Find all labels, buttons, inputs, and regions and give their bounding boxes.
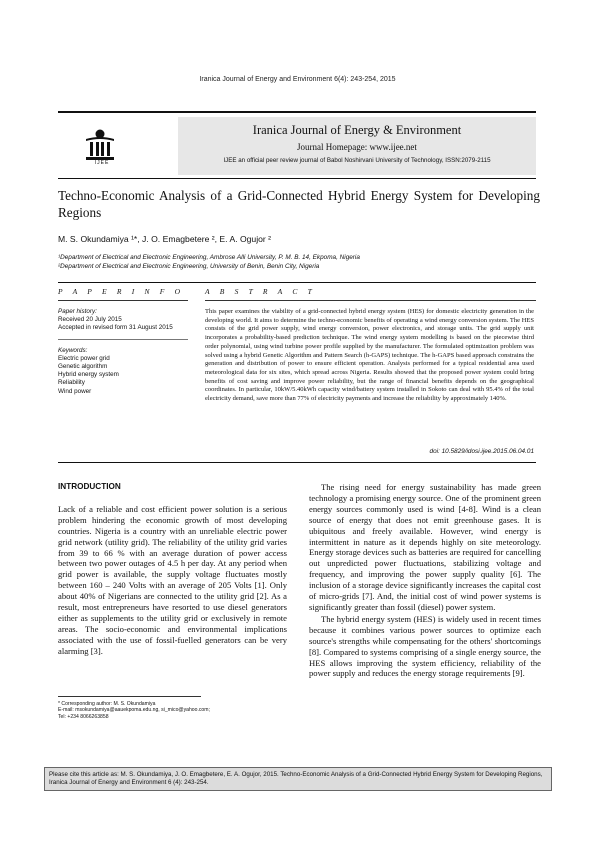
abstract-text: This paper examines the viability of a grid-connected hybrid energy system (HES) for domestic electricity generation in the developing world. It aims to determine the techno-economic benefits of operating a wind energy conversion system. The HES consists of the grid power supply, wind energy conversion, power electronics, and storage units. The grid supply unit incorporates a probability-based prediction technique. The wind energy system modelling is based on the piecewise third order polynomial, using wind turbine power profile supplied by the manufacturer. The formulated optimization problem was solved using a hybrid Genetic Algorithm and Pattern Search (h-GAPS) technique. The h-GAPS based approach constrains the generation and distribution of power to ensure efficient operation. Analysis performed for a typical residential area used meteorological data for six sites, which spread across Nigeria. Results showed that the proposed power system could bring benefits of cost saving and improve power reliability, but the range of financial benefits depends on the geographical coordinates. In particular, 10kW/5.40kWh capacity wind/battery system installed in Sokoto can deal with 95.4% of the total electricity demand, save more than 77% of electricity payments and increase the reliability by approximately 140%.	[205, 308, 534, 403]
accepted-date: Accepted in revised form 31 August 2015	[58, 324, 173, 332]
body-column-left	[58, 482, 287, 658]
keyword-item: Genetic algorithm	[58, 363, 108, 371]
paper-info-heading: P A P E R I N F O	[58, 287, 185, 296]
journal-title-box	[178, 117, 536, 175]
footnote-rule	[58, 696, 201, 697]
keyword-item: Wind power	[58, 387, 92, 395]
author-email[interactable]: E-mail: msokundamiya@aauekpoma.edu.ng, si_mico@yahoo.com;	[58, 707, 210, 714]
body-paragraph: Lack of a reliable and cost efficient power solution is a serious problem hindering the economic growth of most developing countries. Nigeria is a country with an unreliable electric power grid network (utility grid). The reliability of the utility grid varies from 39 to 66 % with an average duration of power access between two power outages of 4.5 h per day. At any period when grid power is available, the supply voltage fluctuates mostly between 160 – 240 Volts with an average of 205 Volts [1]. Only about 40% of Nigerians are connected to the utility grid [2]. As a result, most entrepreneurs have resorted to use diesel generators either as supplements to the utility grid or exclusively in remote areas. The socio-economic and environmental implications associated with the use of fossil-fuelled generators can be very alarming [3].	[58, 503, 287, 656]
keywords-label: Keywords:	[58, 346, 88, 354]
info-top-rule	[58, 282, 536, 283]
journal-homepage[interactable]: Journal Homepage: www.ijee.net	[297, 142, 417, 152]
footnote	[58, 701, 287, 720]
logo-text: IJEE	[94, 160, 110, 166]
journal-name: Iranica Journal of Energy & Environment	[252, 123, 462, 137]
introduction-heading: INTRODUCTION	[58, 482, 121, 491]
citation-box	[44, 767, 552, 791]
history-label: Paper history:	[58, 308, 97, 315]
doi-link[interactable]: doi: 10.5829/idosi.ijee.2015.06.04.01	[429, 448, 534, 455]
author-list: M. S. Okundamiya ¹*, J. O. Emagbetere ², E. A. Ogujor ²	[58, 234, 272, 244]
keyword-item: Electric power grid	[58, 354, 110, 362]
keyword-item: Reliability	[58, 379, 85, 387]
abstract-divider	[205, 300, 536, 301]
journal-masthead	[58, 117, 536, 175]
corresponding-author: * Corresponding author: M. S. Okundamiya	[58, 701, 156, 707]
received-date: Received 20 July 2015	[58, 316, 122, 324]
info-divider	[58, 300, 188, 301]
journal-logo-icon	[80, 125, 120, 165]
body-column-right	[309, 482, 541, 680]
author-telephone: Tel: +234 8066263858	[58, 713, 109, 720]
top-rule	[58, 111, 536, 113]
abstract-bottom-rule	[58, 462, 536, 463]
abstract-heading: A B S T R A C T	[205, 287, 317, 296]
paper-info-panel	[58, 308, 188, 396]
body-paragraph: The hybrid energy system (HES) is widely used in recent times because it combines various power sources to optimize each source's strengths while compensating for the others' shortcomings [8]. Compared to systems comprising of a single energy source, the HES allows improving the system efficiency, reliability of the power supply and reduces the energy storage requirements [9].	[309, 613, 541, 679]
info-separator	[58, 339, 188, 340]
affiliation-1: ¹Department of Electrical and Electronic Engineering, Ambrose Alli University, P. M. B. 14, Ekpoma, Nigeria	[58, 254, 360, 261]
journal-description: IJEE an official peer review journal of Babol Noshirvani University of Technology, ISSN:2079-2115	[223, 157, 491, 164]
citation-text: Please cite this article as: M. S. Okundamiya, J. O. Emagbetere, E. A. Ogujor, 2015. Techno-Economic Analysis of a Grid-Connected Hybrid Energy System for Developing Regions, Iranica Journal of Energy and Environment 6 (4): 243-254.	[49, 771, 543, 787]
keyword-item: Hybrid energy system	[58, 371, 119, 379]
masthead-rule	[58, 178, 536, 179]
affiliation-2: ²Department of Electrical and Electronic Engineering, University of Benin, Benin City, Nigeria	[58, 263, 320, 270]
article-title: Techno-Economic Analysis of a Grid-Connected Hybrid Energy System for Developing Regions	[58, 188, 540, 220]
body-paragraph: The rising need for energy sustainability has made green technology a promising energy source. One of the prominent green energy sources commonly used is wind [4-8]. Wind is a clean source of energy that does not emit greenhouse gases. It is ubiquitous and freely available. However, wind energy is intermittent in nature as it depends highly on site meteorology. Energy storage devices such as batteries are required for cancelling out unpredicted power fluctuations, stabilizing voltage and frequency, and improving the power supply quality [6]. The inclusion of a storage device significantly increases the capital cost of micro-grids [7]. And, the initial cost of wind power systems is significantly greater than fossil (diesel) power system.	[309, 482, 541, 612]
running-head: Iranica Journal of Energy and Environment 6(4): 243-254, 2015	[199, 76, 396, 83]
